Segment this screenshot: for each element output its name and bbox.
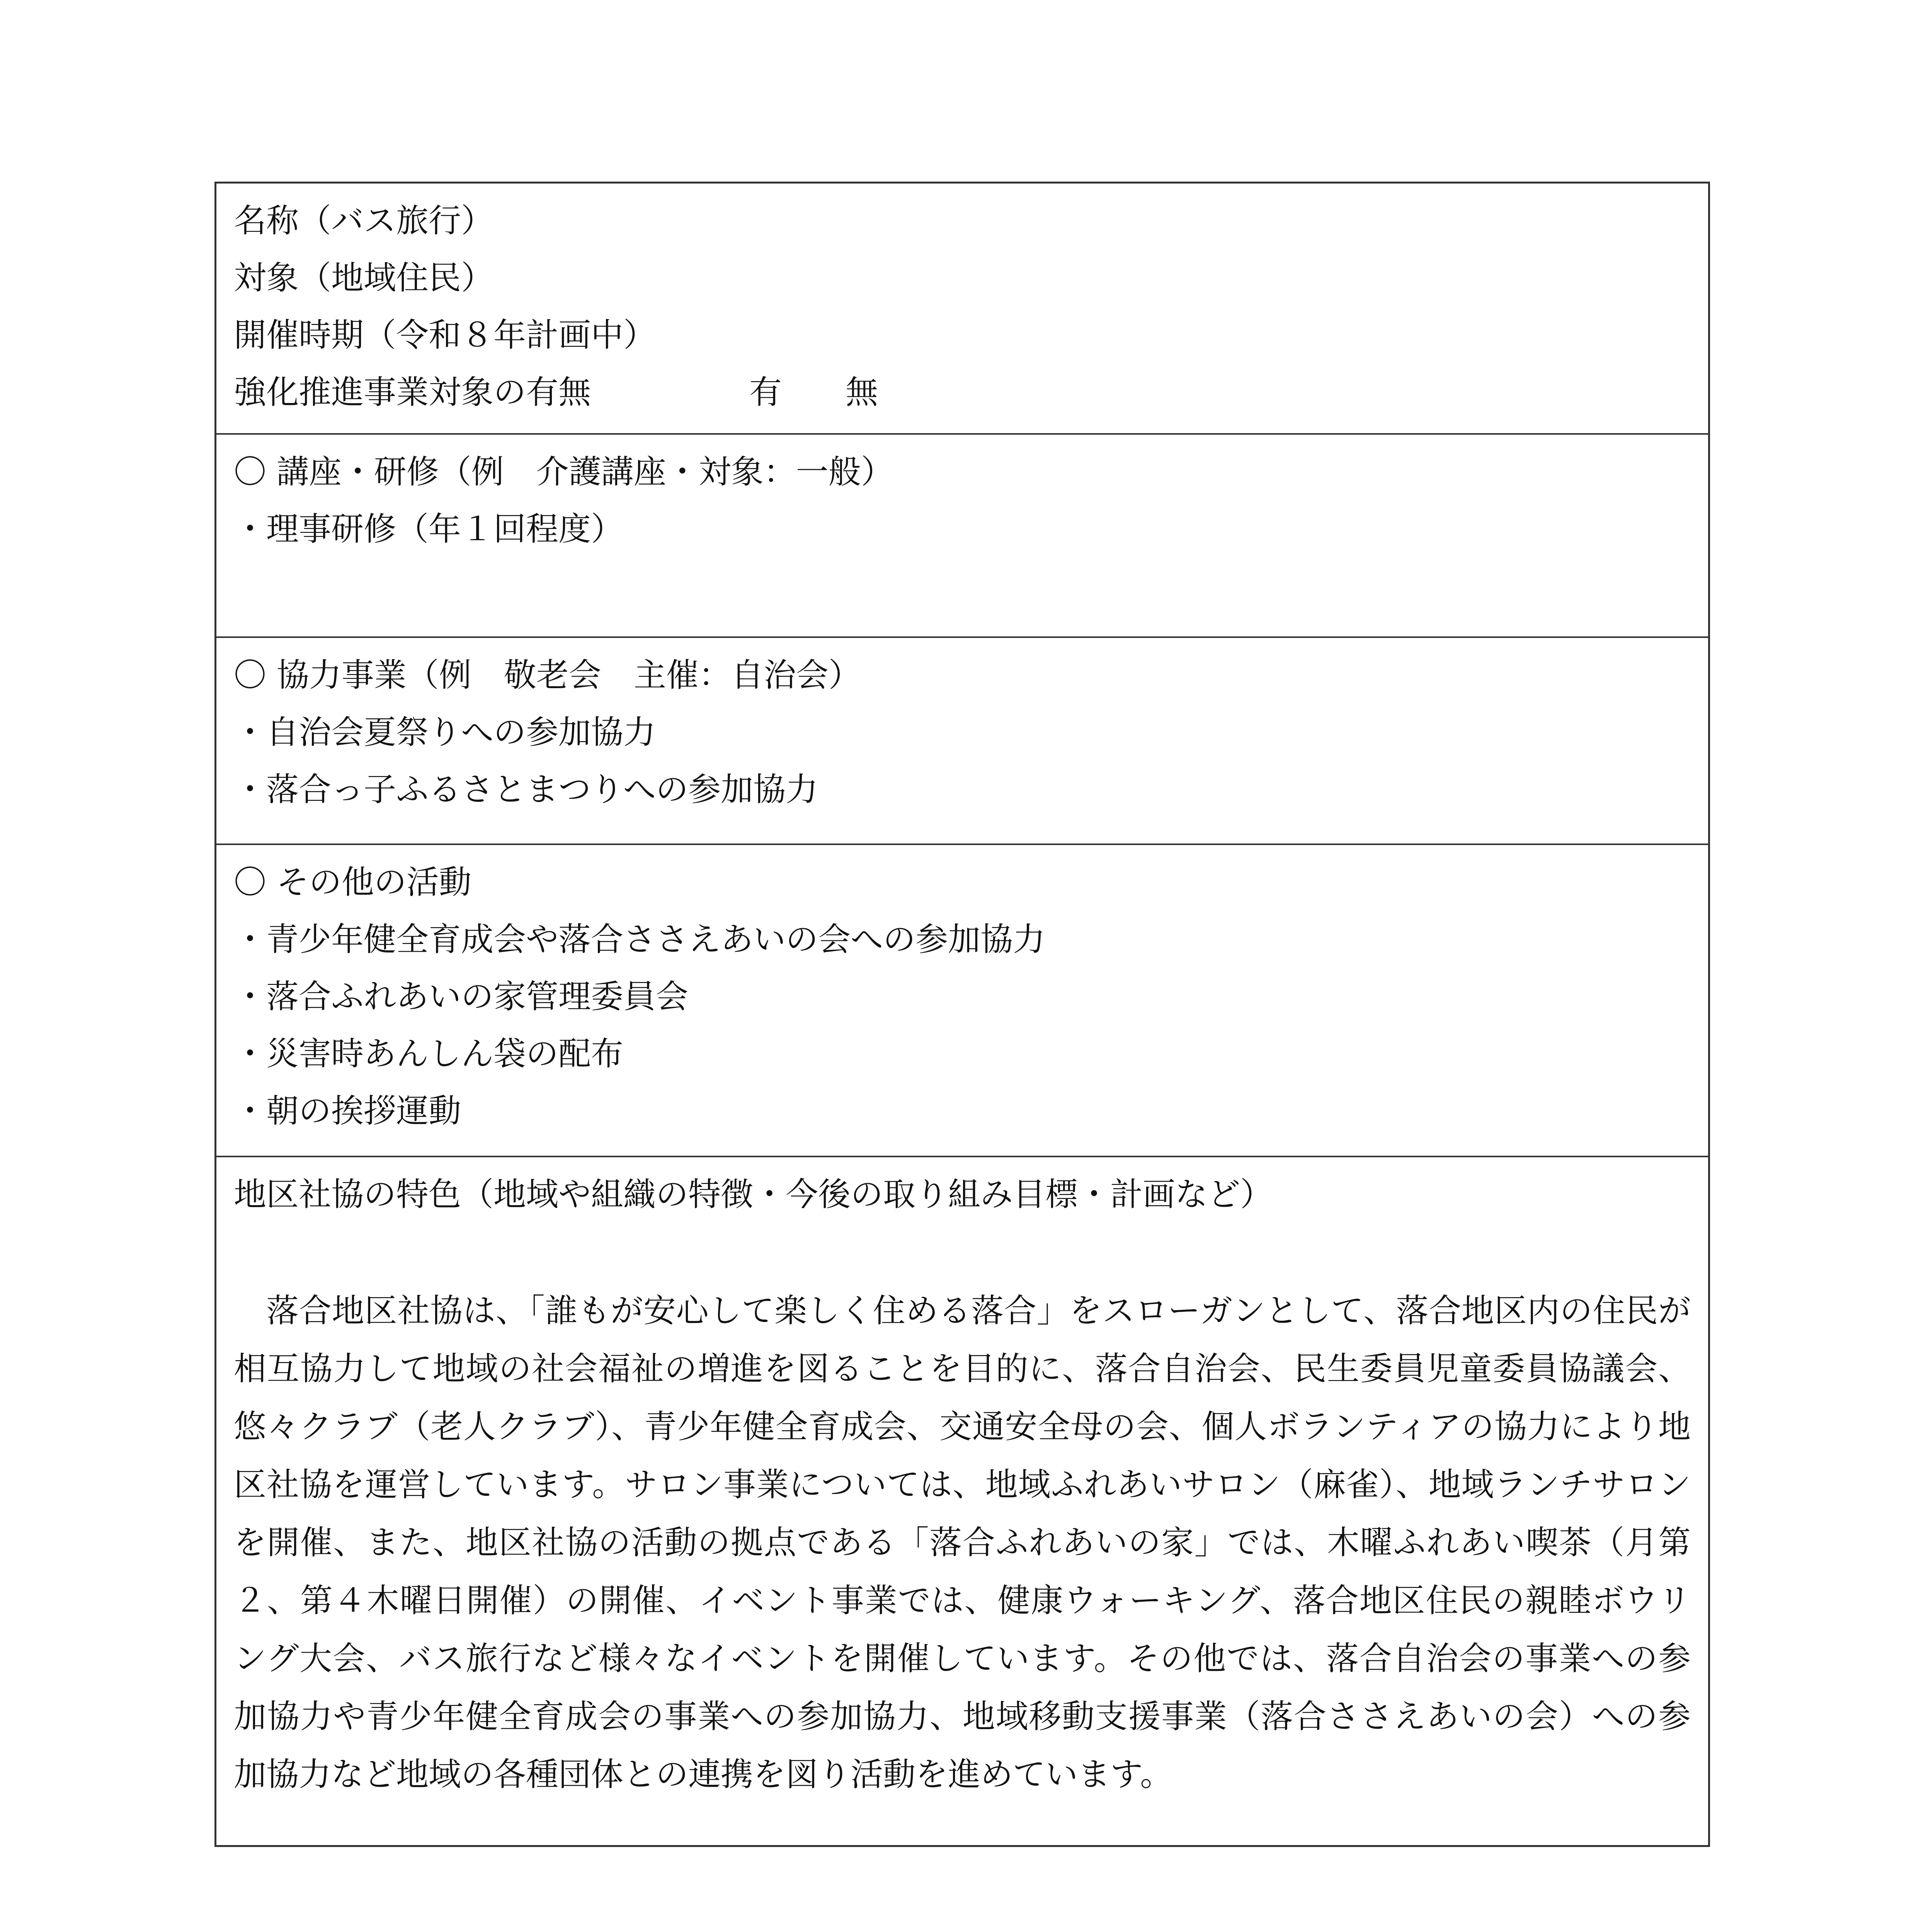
priority-label: 強化推進事業対象の有無 (234, 373, 591, 411)
course-item: ・理事研修（年１回程度） (234, 510, 624, 548)
other-item: ・青少年健全育成会や落合ささえあいの会への参加協力 (234, 920, 1046, 958)
course-heading: 〇 講座・研修（例 介護講座・対象：一般） (234, 453, 893, 491)
choice-no: 無 (846, 373, 878, 411)
cooperation-section (216, 638, 1708, 845)
other-item: ・落合ふれあいの家管理委員会 (234, 978, 689, 1015)
feature-body: 落合地区社協は、「誰もが安心して楽しく住める落合」をスローガンとして、落合地区内の住民が相互協力して地域の社会福祉の増進を図ることを目的に、落合自治会、民生委員児童委員協議会、悠々クラブ（老人クラブ）、青少年健全育成会、交通安全母の会、個人ボランティアの協力により地区社協を運営しています。サロン事業については、地域ふれあいサロン（麻雀）、地域ランチサロンを開催、また、地区社協の活動の拠点である「落合ふれあいの家」では、木曜ふれあい喫茶（月第２、第４木曜日開催）の開催、イベント事業では、健康ウォーキング、落合地区住民の親睦ボウリング大会、バス旅行など様々なイベントを開催しています。その他では、落合自治会の事業への参加協力や青少年健全育成会の事業への参加協力、地域移動支援事業（落合ささえあいの会）への参加協力など地域の各種団体との連携を図り活動を進めています。 (234, 1292, 1691, 1793)
other-activities-section (216, 845, 1708, 1157)
priority-choices (749, 364, 878, 421)
other-heading: 〇 その他の活動 (234, 863, 471, 901)
event-name: 名称（バス旅行） (234, 202, 494, 240)
feature-section (216, 1157, 1708, 1845)
feature-heading: 地区社協の特色（地域や組織の特徴・今後の取り組み目標・計画など） (234, 1175, 1273, 1213)
other-item: ・災害時あんしん袋の配布 (234, 1035, 624, 1073)
blank-line (234, 1223, 1691, 1280)
cooperation-item: ・落合っ子ふるさとまつりへの参加協力 (234, 770, 818, 808)
cooperation-heading: 〇 協力事業（例 敬老会 主催：自治会） (234, 656, 861, 694)
course-section (216, 435, 1708, 638)
other-item: ・朝の挨拶運動 (234, 1092, 461, 1130)
choice-yes: 有 (749, 373, 782, 411)
activity-form-table (214, 182, 1710, 1847)
cooperation-item: ・自治会夏祭りへの参加協力 (234, 713, 656, 751)
priority-row (234, 364, 1691, 421)
event-target: 対象（地域住民） (234, 259, 494, 297)
event-section (216, 184, 1708, 435)
event-period: 開催時期（令和８年計画中） (234, 316, 656, 354)
